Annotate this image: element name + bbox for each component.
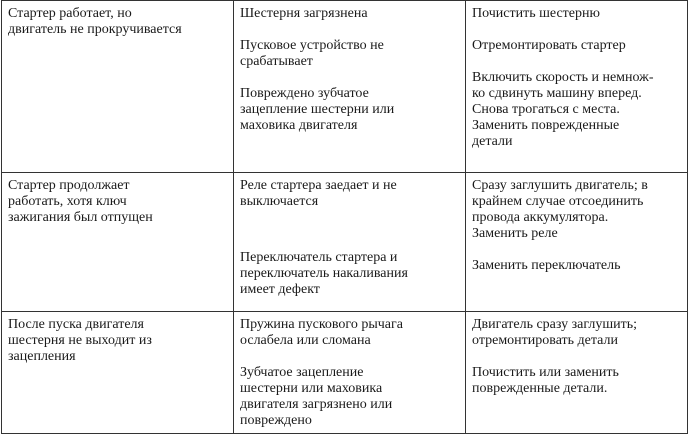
remedy-text: Почистить или заменить поврежденные детали.: [472, 365, 619, 396]
remedy-cell: [466, 312, 688, 434]
remedy-text: Сразу заглушить двигатель; в крайнем случае отсоединить провода аккумулятора. Заменить реле: [472, 178, 648, 241]
cause-text: Пусковое устройство не срабатывает: [240, 38, 384, 69]
remedy-text: Двигатель сразу заглушить; отремонтировать детали: [472, 317, 638, 348]
remedy-cell: [466, 1, 688, 173]
cause-cell: [234, 173, 466, 312]
table-row: [2, 173, 688, 312]
cause-text: Пружина пускового рычага ослабела или сломана: [240, 317, 403, 348]
symptom-text: Стартер работает, но двигатель не прокручивается: [8, 6, 182, 37]
remedy-text: Почистить шестерню: [472, 6, 600, 21]
symptom-cell: [2, 173, 234, 312]
symptom-text: После пуска двигателя шестерня не выходит из зацепления: [8, 317, 152, 364]
remedy-text: Отремонтировать стартер: [472, 38, 626, 53]
troubleshooting-table: [1, 0, 688, 434]
cause-cell: [234, 1, 466, 173]
cause-text: Переключатель стартера и переключатель накаливания имеет дефект: [240, 250, 408, 297]
table-row: [2, 312, 688, 434]
symptom-cell: [2, 312, 234, 434]
cause-text: Зубчатое зацепление шестерни или маховика двигателя загрязнено или повреждено: [240, 365, 393, 428]
table-row: [2, 1, 688, 173]
cause-cell: [234, 312, 466, 434]
symptom-cell: [2, 1, 234, 173]
remedy-cell: [466, 173, 688, 312]
cause-text: Повреждено зубчатое зацепление шестерни или маховика двигателя: [240, 86, 395, 133]
symptom-text: Стартер продолжает работать, хотя ключ зажигания был отпущен: [8, 178, 153, 225]
remedy-text: Заменить переключатель: [472, 258, 621, 273]
cause-text: Шестерня загрязнена: [240, 6, 368, 21]
remedy-text: Включить скорость и немнож- ко сдвинуть машину вперед. Снова трогаться с места. Заменить поврежденные детали: [472, 70, 654, 149]
cause-text: Реле стартера заедает и не выключается: [240, 178, 397, 209]
